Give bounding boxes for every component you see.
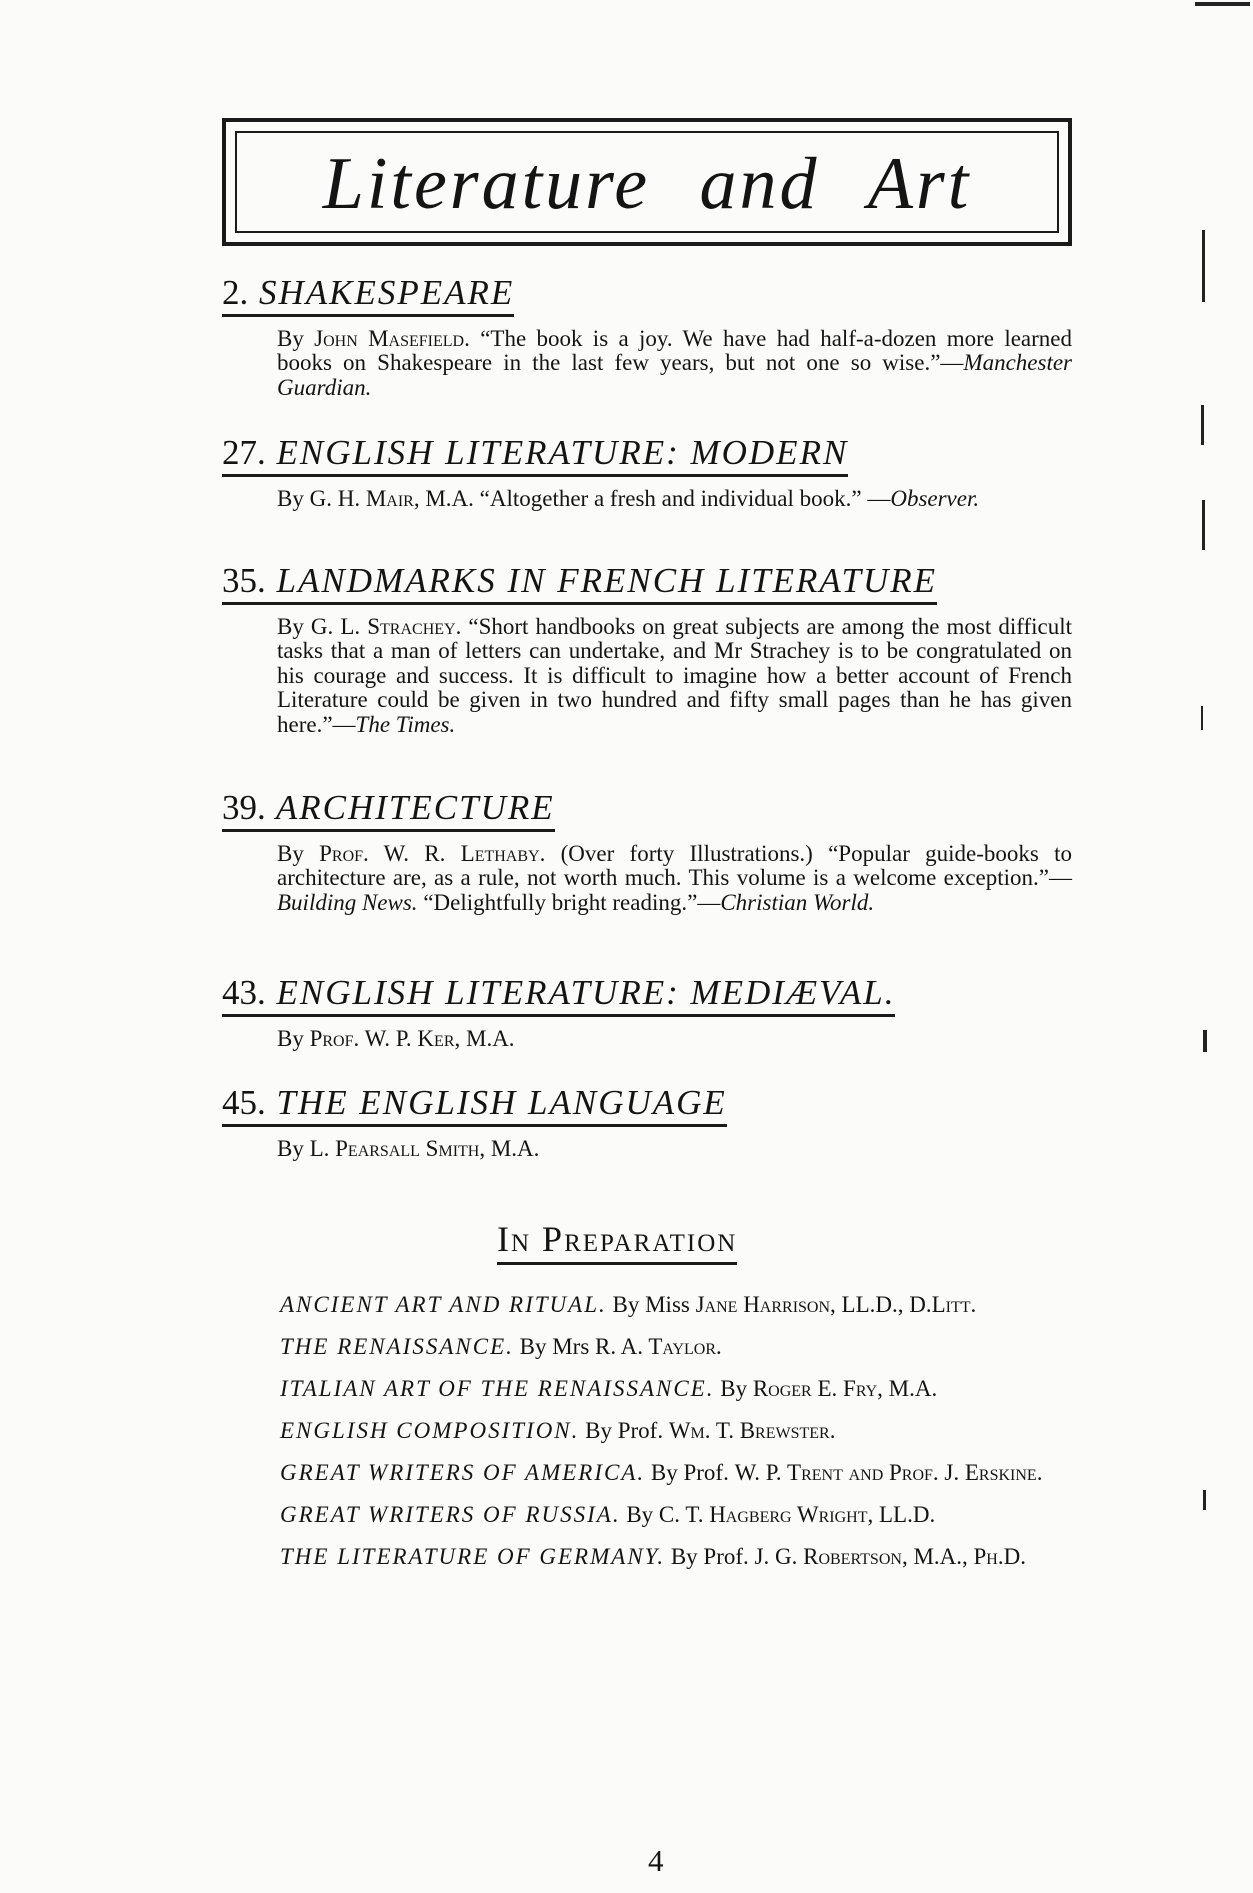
item-by: By Prof.: [579, 1418, 669, 1443]
section-number: 39.: [222, 788, 266, 827]
author-name: L. Pearsall Smith, M.A.: [309, 1135, 540, 1161]
item-title: ANCIENT ART AND RITUAL.: [280, 1292, 607, 1317]
title-frame: [222, 118, 1072, 246]
section-description: [277, 487, 1072, 512]
in-preparation-heading: In Preparation: [497, 1221, 737, 1265]
item-by: By Miss: [606, 1292, 696, 1317]
section-shakespeare: [222, 275, 1072, 400]
in-preparation-list: [280, 1292, 1080, 1586]
section-title: THE ENGLISH LANGUAGE: [276, 1083, 727, 1122]
section-english-language: [222, 1085, 1072, 1161]
section-title: LANDMARKS IN FRENCH LITERATURE: [276, 561, 938, 600]
section-heading: [222, 435, 848, 477]
section-description: [277, 1027, 1072, 1052]
section-title: ENGLISH LITERATURE: MODERN: [276, 433, 849, 472]
item-title: GREAT WRITERS OF AMERICA.: [280, 1460, 646, 1485]
section-architecture: [222, 790, 1072, 915]
section-description: [277, 842, 1072, 916]
review-text: “Short handbooks on great subjects are among the most difficult tasks that a man of letters can undertake, and Mr Strachey is to be congratulated on his courage and success. It is difficult to imagine how a better account of French Literature could be given in two hundred and fifty small pages than he has given here.”—: [277, 613, 1072, 737]
section-title: ENGLISH LITERATURE: MEDIÆVAL.: [276, 973, 896, 1012]
list-item: [280, 1292, 1080, 1317]
item-by: By Mrs: [513, 1334, 596, 1359]
item-by: By: [620, 1502, 659, 1527]
scan-artifact: [1195, 2, 1250, 6]
review-source: Manchester Guardian.: [277, 350, 1072, 400]
section-heading: [222, 790, 555, 832]
page-number: 4: [648, 1843, 664, 1878]
item-title: GREAT WRITERS OF RUSSIA.: [280, 1502, 621, 1527]
list-item: [280, 1376, 1080, 1401]
section-description: [277, 615, 1072, 738]
list-item: [280, 1544, 1080, 1569]
list-item: [280, 1502, 1080, 1527]
author-name: Prof. W. R. Lethaby.: [319, 840, 546, 866]
section-heading: [222, 563, 937, 605]
author-prefix: By: [277, 613, 311, 639]
section-number: 27.: [222, 433, 266, 472]
scan-artifact: [1202, 500, 1205, 550]
review-text-2: “Delightfully bright reading.”—: [417, 889, 721, 915]
scan-artifact: [1201, 405, 1204, 445]
item-title: ITALIAN ART OF THE RENAISSANCE.: [280, 1376, 715, 1401]
item-author: W. P. Trent and Prof. J. Erskine.: [734, 1460, 1043, 1485]
item-title: ENGLISH COMPOSITION.: [280, 1418, 580, 1443]
review-source: Observer.: [890, 485, 980, 511]
list-item: [280, 1334, 1080, 1359]
author-name: G. L. Strachey.: [310, 613, 462, 639]
review-text: “The book is a joy. We have had half-a-dozen more learned books on Shakespeare in the last few years, but not one so wise.”—: [277, 325, 1072, 376]
item-by: By Prof.: [645, 1460, 735, 1485]
author-prefix: By: [277, 840, 320, 866]
section-title: ARCHITECTURE: [275, 788, 555, 827]
section-description: [277, 327, 1072, 401]
review-source-2: Christian World.: [720, 889, 875, 915]
section-number: 43.: [222, 973, 266, 1012]
item-author: Roger E. Fry, M.A.: [752, 1376, 938, 1401]
section-number: 35.: [222, 561, 266, 600]
list-item: [280, 1460, 1080, 1485]
author-prefix: By: [277, 1025, 310, 1051]
item-author: J. G. Robertson, M.A., Ph.D.: [754, 1544, 1026, 1569]
page-title: Literature and Art: [322, 143, 972, 225]
item-by: By: [714, 1376, 753, 1401]
section-heading: [222, 975, 895, 1017]
author-prefix: By: [277, 1135, 310, 1161]
review-source: Building News.: [277, 889, 418, 915]
author-name: Prof. W. P. Ker, M.A.: [309, 1025, 515, 1051]
section-description: [277, 1137, 1072, 1162]
scan-artifact: [1203, 1490, 1206, 1510]
review-text: “Altogether a fresh and individual book.” —: [473, 485, 891, 511]
section-english-literature-medieval: [222, 975, 1072, 1051]
item-title: THE RENAISSANCE.: [280, 1334, 514, 1359]
item-author: R. A. Taylor.: [595, 1334, 722, 1359]
scan-artifact: [1201, 706, 1203, 730]
author-name: G. H. Mair, M.A.: [309, 485, 474, 511]
review-text: (Over forty Illustrations.) “Popular guide-books to architecture are, as a rule, not worth much. This volume is a welcome exception.”—: [277, 840, 1073, 891]
title-inner-frame: [235, 131, 1059, 233]
item-author: Jane Harrison, LL.D., D.Litt.: [695, 1292, 977, 1317]
scan-artifact: [1203, 1030, 1207, 1052]
section-number: 45.: [222, 1083, 266, 1122]
item-by: By Prof.: [665, 1544, 755, 1569]
author-prefix: By: [277, 485, 310, 511]
section-heading: [222, 275, 514, 317]
section-english-literature-modern: [222, 435, 1072, 511]
list-item: [280, 1418, 1080, 1443]
item-author: C. T. Hagberg Wright, LL.D.: [658, 1502, 936, 1527]
item-title: THE LITERATURE OF GERMANY.: [280, 1544, 666, 1569]
author-name: John Masefield.: [314, 325, 470, 351]
scan-artifact: [1202, 230, 1205, 302]
section-landmarks-french-literature: [222, 563, 1072, 737]
section-heading: [222, 1085, 727, 1127]
section-number: 2.: [222, 273, 249, 312]
review-source: The Times.: [355, 711, 456, 737]
section-title: SHAKESPEARE: [259, 273, 515, 312]
author-prefix: By: [277, 325, 315, 351]
item-author: Wm. T. Brewster.: [668, 1418, 836, 1443]
